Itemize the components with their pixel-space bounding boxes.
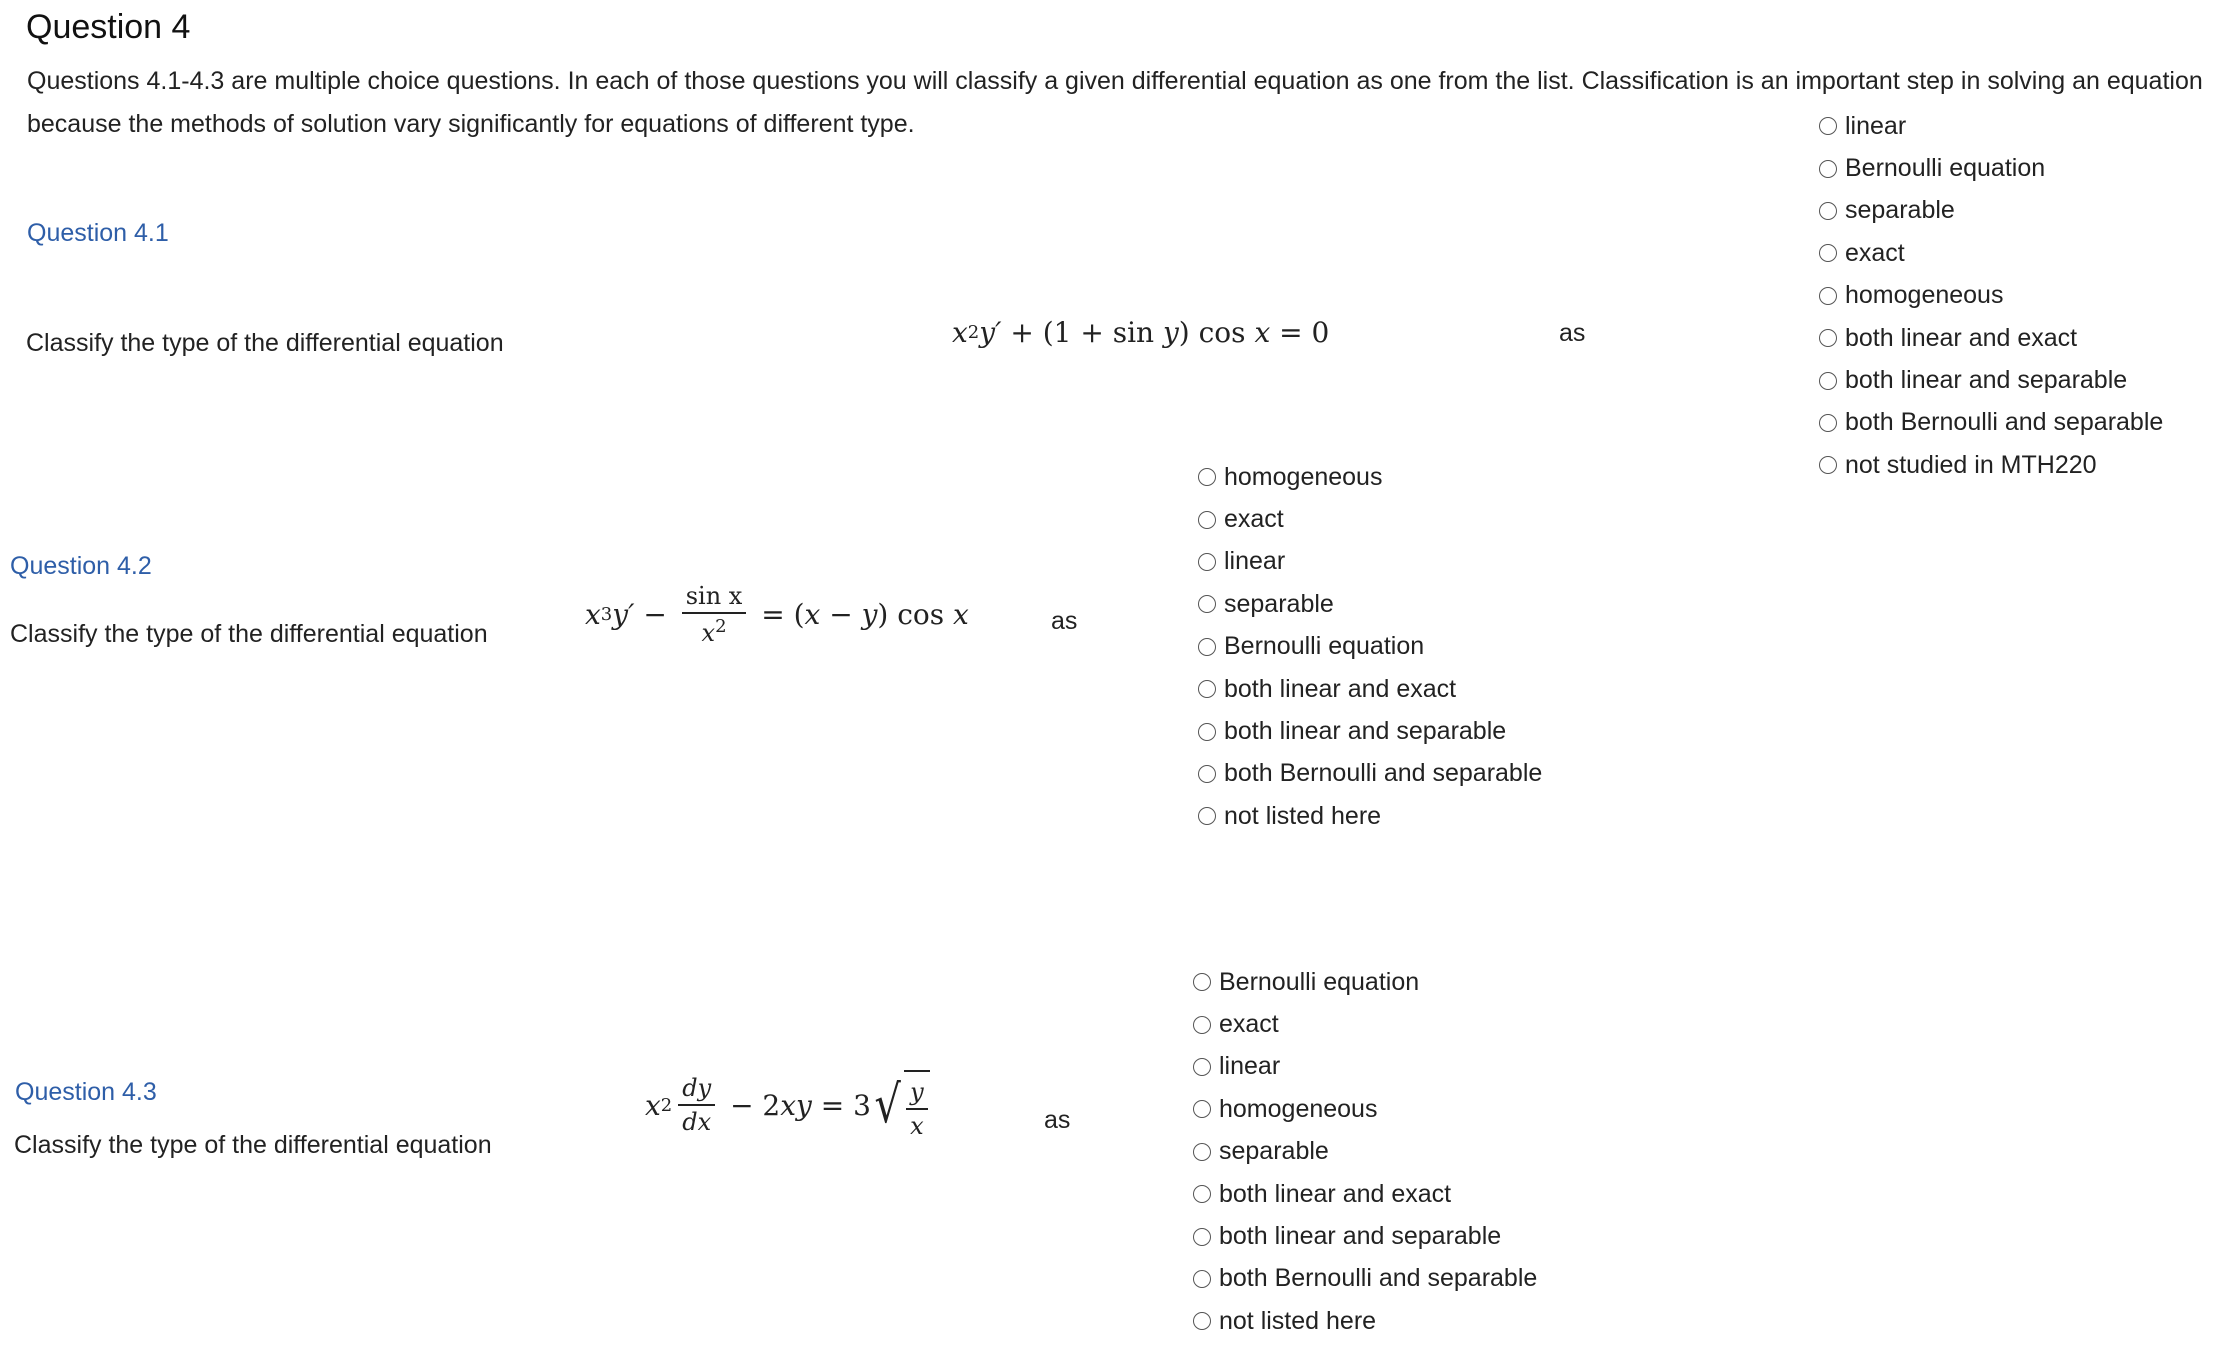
radio-label: not listed here [1219, 1306, 1377, 1335]
radio-label: homogeneous [1224, 462, 1383, 491]
radio-label: homogeneous [1845, 281, 2004, 310]
radio-circle-icon[interactable] [1819, 117, 1837, 135]
eq-term: x [585, 598, 601, 631]
eq-numerator: sin x [682, 582, 747, 614]
radio-label: separable [1845, 196, 1955, 225]
question-4-3-equation [645, 1070, 930, 1140]
eq-term: − [820, 598, 862, 631]
radio-circle-icon[interactable] [1193, 1270, 1211, 1288]
eq-term: − [634, 598, 676, 631]
question-4-1-label: Question 4.1 [27, 219, 169, 247]
eq-term: y′ [612, 598, 635, 631]
radio-circle-icon[interactable] [1819, 244, 1837, 262]
radio-label: homogeneous [1219, 1094, 1378, 1123]
radio-label: both linear and exact [1219, 1179, 1452, 1208]
radio-label: linear [1219, 1052, 1281, 1081]
question-4-2-equation [585, 582, 969, 647]
radio-option[interactable] [1193, 1215, 1537, 1257]
eq-numerator: y [906, 1078, 928, 1110]
sqrt-sign: √ [874, 1075, 901, 1135]
intro-text: Questions 4.1-4.3 are multiple choice questions. In each of those questions you will classify a given differential equation as one from the list. Classification is an important step in solving an equation because the methods of solution vary significantly for equations of different type. [27, 67, 2203, 138]
eq-fraction [678, 1074, 715, 1136]
eq-exponent: 2 [715, 616, 727, 637]
radio-circle-icon[interactable] [1198, 595, 1216, 613]
eq-sqrt [871, 1070, 930, 1140]
question-4-3-label: Question 4.3 [15, 1078, 157, 1106]
question-4-3-options [1193, 961, 1537, 1343]
radio-label: separable [1219, 1137, 1329, 1166]
radio-label: linear [1845, 111, 1907, 140]
radio-label: exact [1219, 1010, 1279, 1039]
radio-circle-icon[interactable] [1193, 1312, 1211, 1330]
eq-term: ) cos [877, 598, 954, 631]
eq-exponent: 3 [600, 604, 613, 625]
radio-label: exact [1224, 505, 1284, 534]
radio-label: both Bernoulli and separable [1845, 408, 2164, 437]
radio-label: both linear and exact [1845, 323, 2078, 352]
radio-label: both linear and separable [1845, 366, 2128, 395]
eq-exponent: 2 [967, 322, 980, 343]
radio-label: Bernoulli equation [1224, 632, 1425, 661]
radio-circle-icon[interactable] [1193, 1058, 1211, 1076]
radio-circle-icon[interactable] [1819, 456, 1837, 474]
eq-term: x [953, 598, 969, 631]
question-4-1-prompt: Classify the type of the differential equation [26, 329, 504, 357]
radio-label: separable [1224, 589, 1334, 618]
radio-label: both Bernoulli and separable [1224, 759, 1543, 788]
radio-option[interactable] [1198, 753, 1542, 795]
radio-circle-icon[interactable] [1193, 1100, 1211, 1118]
radio-circle-icon[interactable] [1198, 553, 1216, 571]
eq-exponent: 2 [660, 1094, 673, 1116]
radio-circle-icon[interactable] [1193, 1016, 1211, 1034]
question-4-3-as: as [1044, 1106, 1071, 1134]
radio-option[interactable] [1193, 1258, 1537, 1300]
eq-term: x [645, 1088, 661, 1122]
radio-option[interactable] [1819, 402, 2163, 444]
radio-circle-icon[interactable] [1198, 765, 1216, 783]
question-4-2-prompt: Classify the type of the differential equation [10, 620, 488, 648]
radio-option[interactable] [1193, 1300, 1537, 1342]
radio-option[interactable] [1198, 795, 1542, 837]
radio-option[interactable] [1819, 105, 2163, 147]
radio-label: exact [1845, 238, 1905, 267]
radio-label: both linear and exact [1224, 674, 1457, 703]
radio-option[interactable] [1198, 710, 1542, 752]
radio-label: both linear and separable [1219, 1222, 1502, 1251]
question-4-2-options [1198, 456, 1542, 838]
radio-label: both linear and separable [1224, 717, 1507, 746]
radio-label: both Bernoulli and separable [1219, 1264, 1538, 1293]
eq-term: = 3 [811, 1088, 871, 1122]
eq-term: x [952, 316, 968, 349]
radio-option[interactable] [1193, 1131, 1537, 1173]
eq-denominator: x [910, 1112, 924, 1140]
radio-option[interactable] [1819, 232, 2163, 274]
radio-option[interactable] [1193, 1046, 1537, 1088]
radio-option[interactable] [1819, 147, 2163, 189]
eq-term: y [1162, 316, 1179, 349]
radio-label: not studied in MTH220 [1845, 450, 2097, 479]
radio-circle-icon[interactable] [1198, 807, 1216, 825]
radio-circle-icon[interactable] [1198, 680, 1216, 698]
question-4-3-prompt: Classify the type of the differential equation [14, 1131, 492, 1159]
eq-term: + (1 + sin [1001, 316, 1163, 349]
eq-fraction [682, 582, 747, 647]
radio-circle-icon[interactable] [1819, 202, 1837, 220]
eq-denominator: dx [682, 1108, 712, 1136]
radio-circle-icon[interactable] [1819, 329, 1837, 347]
radio-option[interactable] [1193, 1173, 1537, 1215]
radio-option[interactable] [1198, 498, 1542, 540]
question-4-1-as: as [1559, 319, 1586, 347]
radio-option[interactable] [1198, 541, 1542, 583]
radio-label: Bernoulli equation [1845, 154, 2046, 183]
eq-term: xy [780, 1088, 812, 1122]
radio-label: linear [1224, 547, 1286, 576]
radio-circle-icon[interactable] [1819, 160, 1837, 178]
radio-circle-icon[interactable] [1193, 1228, 1211, 1246]
eq-term: y [861, 598, 878, 631]
radio-option[interactable] [1198, 583, 1542, 625]
eq-term: ) cos [1178, 316, 1255, 349]
question-4-1-options [1819, 105, 2163, 487]
radio-circle-icon[interactable] [1198, 723, 1216, 741]
radio-option[interactable] [1819, 444, 2163, 486]
radio-option[interactable] [1819, 359, 2163, 401]
radio-circle-icon[interactable] [1198, 511, 1216, 529]
question-4-1-equation [952, 316, 1329, 349]
radio-option[interactable] [1198, 668, 1542, 710]
radio-label: Bernoulli equation [1219, 967, 1420, 996]
page-title: Question 4 [26, 8, 191, 46]
eq-denominator: x [701, 619, 716, 647]
eq-term: = 0 [1270, 316, 1330, 349]
radio-label: not listed here [1224, 801, 1382, 830]
radio-circle-icon[interactable] [1819, 414, 1837, 432]
radio-option[interactable] [1193, 1088, 1537, 1130]
radio-option[interactable] [1819, 275, 2163, 317]
radio-option[interactable] [1819, 190, 2163, 232]
eq-term: = ( [752, 598, 805, 631]
radio-circle-icon[interactable] [1819, 287, 1837, 305]
eq-term: y′ [979, 316, 1002, 349]
radio-circle-icon[interactable] [1193, 1185, 1211, 1203]
radio-option[interactable] [1819, 317, 2163, 359]
radio-option[interactable] [1193, 1003, 1537, 1045]
radio-circle-icon[interactable] [1819, 372, 1837, 390]
question-4-2-as: as [1051, 607, 1078, 635]
radio-circle-icon[interactable] [1193, 973, 1211, 991]
radio-option[interactable] [1193, 961, 1537, 1003]
eq-term: − 2 [721, 1088, 781, 1122]
radio-circle-icon[interactable] [1198, 638, 1216, 656]
eq-term: x [804, 598, 821, 631]
eq-term: x [1254, 316, 1271, 349]
radio-circle-icon[interactable] [1198, 468, 1216, 486]
radio-option[interactable] [1198, 626, 1542, 668]
radio-circle-icon[interactable] [1193, 1143, 1211, 1161]
radio-option[interactable] [1198, 456, 1542, 498]
eq-numerator: dy [678, 1074, 715, 1106]
question-4-2-label: Question 4.2 [10, 552, 152, 580]
